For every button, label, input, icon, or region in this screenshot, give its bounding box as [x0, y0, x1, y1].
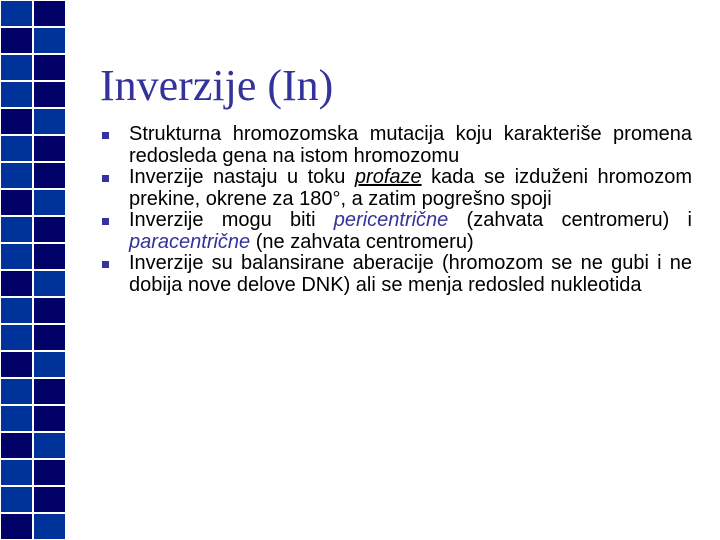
decorative-tile [33, 270, 66, 297]
decorative-tile [33, 27, 66, 54]
bullet-text: Inverzije mogu biti [129, 209, 334, 231]
decorative-tile [0, 0, 33, 27]
square-bullet-icon [102, 175, 109, 182]
bullet-item [102, 167, 692, 210]
tile-row [0, 216, 66, 243]
tile-row [0, 297, 66, 324]
bullet-text: kada se izduženi hromozom prekine, okrene za 180°, a zatim pogrešno spoji [129, 166, 692, 210]
square-bullet-icon [102, 218, 109, 225]
term-profaze: profaze [354, 166, 422, 188]
bullet-text: Strukturna hromozomska mutacija koju karakteriše promena redosleda gena na istom hromozomu [129, 123, 692, 167]
decorative-tile [33, 243, 66, 270]
decorative-tile [33, 216, 66, 243]
bullet-text: Inverzije su balansirane aberacije (hromozom se ne gubi i ne dobija nove delove DNK) ali se menja redosled nukleotida [129, 252, 692, 296]
bullet-text: (zahvata centromeru) i [448, 209, 692, 231]
tile-row [0, 27, 66, 54]
decorative-tile [0, 486, 33, 513]
decorative-tile [33, 189, 66, 216]
decorative-tile [0, 378, 33, 405]
decorative-tile [0, 270, 33, 297]
tile-row [0, 189, 66, 216]
decorative-tile [0, 108, 33, 135]
tile-row [0, 243, 66, 270]
tile-row [0, 351, 66, 378]
decorative-tile [33, 81, 66, 108]
tile-row [0, 54, 66, 81]
tile-row [0, 459, 66, 486]
decorative-tile [0, 459, 33, 486]
tile-row [0, 135, 66, 162]
square-bullet-icon [102, 261, 109, 268]
tile-row [0, 270, 66, 297]
decorative-tile-stripe [0, 0, 66, 540]
tile-row [0, 513, 66, 540]
tile-row [0, 324, 66, 351]
decorative-tile [33, 324, 66, 351]
slide-title: Inverzije (In) [100, 61, 334, 110]
decorative-tile [0, 243, 33, 270]
tile-row [0, 432, 66, 459]
decorative-tile [0, 297, 33, 324]
decorative-tile [33, 459, 66, 486]
decorative-tile [0, 162, 33, 189]
decorative-tile [0, 189, 33, 216]
decorative-tile [0, 351, 33, 378]
decorative-tile [0, 54, 33, 81]
tile-row [0, 162, 66, 189]
term-paracentricne: paracentrične [129, 230, 251, 253]
square-bullet-icon [102, 132, 109, 139]
tile-row [0, 405, 66, 432]
decorative-tile [0, 432, 33, 459]
decorative-tile [0, 135, 33, 162]
decorative-tile [0, 81, 33, 108]
tile-row [0, 378, 66, 405]
bullet-text: Inverzije nastaju u toku [129, 166, 355, 188]
decorative-tile [33, 54, 66, 81]
decorative-tile [33, 108, 66, 135]
decorative-tile [33, 135, 66, 162]
decorative-tile [33, 351, 66, 378]
decorative-tile [33, 297, 66, 324]
decorative-tile [0, 216, 33, 243]
bullet-text: (ne zahvata centromeru) [250, 230, 474, 253]
tile-row [0, 81, 66, 108]
decorative-tile [0, 324, 33, 351]
tile-row [0, 108, 66, 135]
decorative-tile [33, 0, 66, 27]
tile-row [0, 0, 66, 27]
decorative-tile [0, 405, 33, 432]
decorative-tile [0, 513, 33, 540]
term-pericentricne: pericentrične [333, 209, 449, 231]
bullet-list [102, 124, 692, 296]
decorative-tile [33, 378, 66, 405]
decorative-tile [33, 432, 66, 459]
decorative-tile [33, 405, 66, 432]
decorative-tile [33, 513, 66, 540]
decorative-tile [0, 27, 33, 54]
tile-row [0, 486, 66, 513]
bullet-item [102, 210, 692, 253]
decorative-tile [33, 486, 66, 513]
bullet-item [102, 124, 692, 167]
bullet-item [102, 253, 692, 296]
decorative-tile [33, 162, 66, 189]
